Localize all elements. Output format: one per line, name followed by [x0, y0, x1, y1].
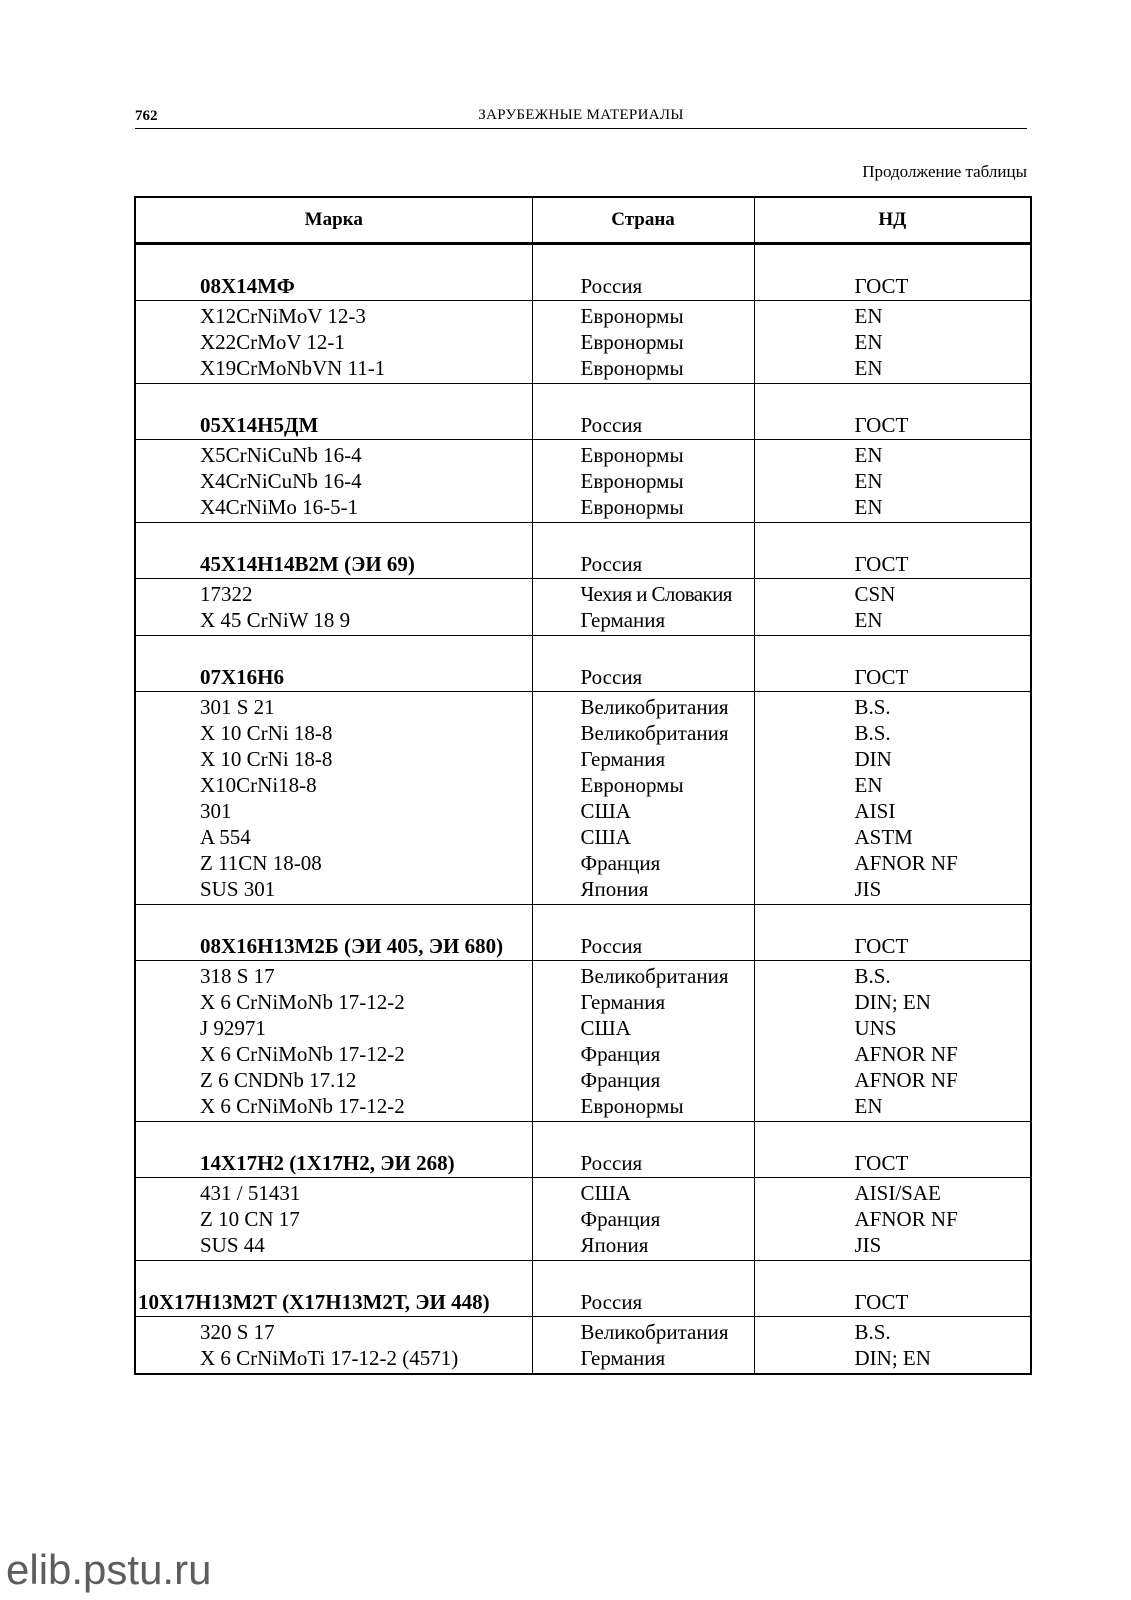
equivalent-nd-text: AISI [854, 799, 896, 823]
main-nd-text: ГОСТ [854, 1290, 909, 1314]
cell-grade [135, 1261, 532, 1317]
equivalent-nd-text: EN [854, 773, 883, 797]
equivalent-nd-text: EN [854, 495, 883, 519]
cell-country [532, 244, 754, 301]
cell-standard [754, 384, 1031, 440]
main-grade-row [135, 905, 1031, 961]
main-country-text: Россия [580, 552, 643, 576]
equivalents-row [135, 301, 1031, 384]
equivalent-nd-text: EN [854, 330, 883, 354]
cell-standard [754, 244, 1031, 301]
cell-grade-list [135, 961, 532, 1122]
equivalent-grade-text: X5CrNiCuNb 16-4 [200, 443, 362, 467]
equivalent-nd-text: EN [854, 304, 883, 328]
main-country-text: Россия [580, 274, 643, 298]
main-country-text: Россия [580, 665, 643, 689]
main-nd-text: ГОСТ [854, 665, 909, 689]
main-grade-text: 07Х16Н6 [200, 665, 284, 689]
equivalent-country-text: Евронормы [580, 356, 684, 380]
equivalent-country-text: Евронормы [580, 330, 684, 354]
equivalent-grade-text: X 10 CrNi 18-8 [200, 747, 333, 771]
main-grade-row [135, 244, 1031, 301]
equivalent-country-text: Франция [580, 1068, 661, 1092]
cell-country [532, 636, 754, 692]
equivalent-country-text: Франция [580, 851, 661, 875]
column-header-standard: НД [754, 197, 1031, 244]
main-grade-text: 14Х17Н2 (1Х17Н2, ЭИ 268) [200, 1151, 455, 1175]
cell-country [532, 905, 754, 961]
main-grade-row [135, 1122, 1031, 1178]
cell-country-list [532, 579, 754, 636]
cell-grade-list [135, 440, 532, 523]
cell-country [532, 523, 754, 579]
main-nd-text: ГОСТ [854, 552, 909, 576]
running-title: ЗАРУБЕЖНЫЕ МАТЕРИАЛЫ [478, 107, 684, 123]
cell-grade [135, 905, 532, 961]
equivalent-country-text: США [580, 825, 631, 849]
equivalent-nd-text: B.S. [854, 964, 891, 988]
cell-grade [135, 384, 532, 440]
equivalent-country-text: США [580, 799, 631, 823]
cell-country-list [532, 1317, 754, 1375]
main-nd-text: ГОСТ [854, 1151, 909, 1175]
equivalent-nd-text: CSN [854, 582, 896, 606]
equivalent-grade-text: Z 10 CN 17 [200, 1207, 300, 1231]
equivalent-nd-text: EN [854, 443, 883, 467]
page-header [135, 104, 1027, 129]
equivalent-country-text: США [580, 1181, 631, 1205]
main-grade-text: 05Х14Н5ДМ [200, 413, 319, 437]
equivalent-grade-text: X4CrNiMo 16-5-1 [200, 495, 359, 519]
equivalent-country-text: Германия [580, 990, 666, 1014]
equivalent-nd-text: AFNOR NF [854, 851, 958, 875]
equivalent-nd-text: DIN; EN [854, 1346, 931, 1370]
equivalent-nd-text: AFNOR NF [854, 1042, 958, 1066]
cell-grade [135, 636, 532, 692]
equivalent-country-text: Евронормы [580, 469, 684, 493]
equivalent-country-text: Япония [580, 877, 649, 901]
equivalent-country-text: Великобритания [580, 721, 729, 745]
equivalent-grade-text: 17322 [200, 582, 253, 606]
equivalent-nd-text: DIN; EN [854, 990, 931, 1014]
equivalent-country-text: Великобритания [580, 695, 729, 719]
equivalent-nd-text: JIS [854, 877, 882, 901]
main-nd-text: ГОСТ [854, 413, 909, 437]
equivalent-country-text: Германия [580, 1346, 666, 1370]
equivalent-nd-text: EN [854, 469, 883, 493]
equivalent-nd-text: EN [854, 1094, 883, 1118]
equivalents-row [135, 1317, 1031, 1375]
cell-standard-list [754, 1317, 1031, 1375]
equivalent-country-text: Япония [580, 1233, 649, 1257]
equivalent-country-text: Великобритания [580, 1320, 729, 1344]
equivalent-country-text: Франция [580, 1207, 661, 1231]
main-grade-row [135, 384, 1031, 440]
equivalent-grade-text: X10CrNi18-8 [200, 773, 317, 797]
main-nd-text: ГОСТ [854, 274, 909, 298]
equivalent-country-text: Германия [580, 608, 666, 632]
equivalents-row [135, 692, 1031, 905]
cell-standard-list [754, 301, 1031, 384]
equivalent-country-text: Евронормы [580, 443, 684, 467]
cell-country-list [532, 440, 754, 523]
equivalent-country-text: Евронормы [580, 1094, 684, 1118]
equivalents-row [135, 579, 1031, 636]
equivalent-nd-text: B.S. [854, 721, 891, 745]
equivalent-nd-text: B.S. [854, 1320, 891, 1344]
equivalent-country-text: Великобритания [580, 964, 729, 988]
main-country-text: Россия [580, 1290, 643, 1314]
main-grade-row [135, 523, 1031, 579]
equivalent-grade-text: 320 S 17 [200, 1320, 275, 1344]
equivalent-grade-text: 301 S 21 [200, 695, 275, 719]
cell-grade [135, 523, 532, 579]
equivalent-nd-text: EN [854, 356, 883, 380]
cell-country [532, 1122, 754, 1178]
cell-standard [754, 905, 1031, 961]
equivalent-grade-text: X12CrNiMoV 12-3 [200, 304, 366, 328]
main-country-text: Россия [580, 413, 643, 437]
cell-country-list [532, 1178, 754, 1261]
equivalent-country-text: Франция [580, 1042, 661, 1066]
cell-standard-list [754, 1178, 1031, 1261]
equivalent-country-text: Чехия и Словакия [580, 582, 732, 606]
equivalent-nd-text: AFNOR NF [854, 1207, 958, 1231]
main-nd-text: ГОСТ [854, 934, 909, 958]
equivalent-grade-text: X 6 CrNiMoNb 17-12-2 [200, 1094, 405, 1118]
cell-grade-list [135, 579, 532, 636]
equivalent-grade-text: 301 [200, 799, 232, 823]
main-country-text: Россия [580, 1151, 643, 1175]
cell-grade [135, 1122, 532, 1178]
cell-country-list [532, 961, 754, 1122]
cell-grade-list [135, 1178, 532, 1261]
cell-standard-list [754, 961, 1031, 1122]
equivalent-country-text: Евронормы [580, 495, 684, 519]
cell-country-list [532, 301, 754, 384]
equivalent-grade-text: X22CrMoV 12-1 [200, 330, 345, 354]
main-country-text: Россия [580, 934, 643, 958]
equivalent-nd-text: JIS [854, 1233, 882, 1257]
column-header-country: Страна [532, 197, 754, 244]
cell-standard-list [754, 579, 1031, 636]
table-continuation-note: Продолжение таблицы [862, 162, 1027, 181]
equivalent-nd-text: DIN [854, 747, 892, 771]
equivalent-grade-text: X4CrNiCuNb 16-4 [200, 469, 362, 493]
cell-country-list [532, 692, 754, 905]
main-grade-text: 08Х14МФ [200, 274, 295, 298]
cell-grade-list [135, 692, 532, 905]
cell-standard-list [754, 440, 1031, 523]
cell-standard-list [754, 692, 1031, 905]
cell-standard [754, 1122, 1031, 1178]
equivalent-grade-text: A 554 [200, 825, 251, 849]
equivalent-nd-text: EN [854, 608, 883, 632]
cell-standard [754, 1261, 1031, 1317]
cell-grade-list [135, 1317, 532, 1375]
main-grade-text: 08Х16Н13М2Б (ЭИ 405, ЭИ 680) [200, 934, 504, 958]
table-header-row [135, 197, 1031, 244]
main-grade-row [135, 1261, 1031, 1317]
cell-grade [135, 244, 532, 301]
cell-standard [754, 636, 1031, 692]
equivalent-grade-text: X19CrMoNbVN 11-1 [200, 356, 386, 380]
equivalent-grade-text: Z 11CN 18-08 [200, 851, 322, 875]
cell-country [532, 1261, 754, 1317]
equivalent-grade-text: J 92971 [200, 1016, 266, 1040]
equivalent-nd-text: AISI/SAE [854, 1181, 941, 1205]
main-grade-row [135, 636, 1031, 692]
equivalent-nd-text: AFNOR NF [854, 1068, 958, 1092]
main-grade-text: 45Х14Н14В2М (ЭИ 69) [200, 552, 415, 576]
equivalent-grade-text: X 10 CrNi 18-8 [200, 721, 333, 745]
equivalent-nd-text: ASTM [854, 825, 913, 849]
equivalent-country-text: Германия [580, 747, 666, 771]
equivalent-country-text: США [580, 1016, 631, 1040]
steel-grades-table [134, 196, 1032, 1375]
equivalent-grade-text: Z 6 CNDNb 17.12 [200, 1068, 357, 1092]
equivalent-grade-text: X 6 CrNiMoTi 17-12-2 (4571) [200, 1346, 459, 1370]
equivalent-grade-text: 318 S 17 [200, 964, 275, 988]
cell-standard [754, 523, 1031, 579]
page-number: 762 [135, 108, 158, 124]
cell-grade-list [135, 301, 532, 384]
watermark: elib.pstu.ru [6, 1546, 212, 1593]
equivalent-grade-text: SUS 44 [200, 1233, 265, 1257]
column-header-grade: Марка [135, 197, 532, 244]
equivalents-row [135, 961, 1031, 1122]
equivalent-nd-text: B.S. [854, 695, 891, 719]
equivalent-grade-text: X 6 CrNiMoNb 17-12-2 [200, 990, 405, 1014]
equivalents-row [135, 440, 1031, 523]
main-grade-text: 10Х17Н13М2Т (Х17Н13М2Т, ЭИ 448) [138, 1290, 490, 1314]
table-body [135, 244, 1031, 1375]
cell-country [532, 384, 754, 440]
equivalent-grade-text: 431 / 51431 [200, 1181, 301, 1205]
equivalent-nd-text: UNS [854, 1016, 897, 1040]
equivalent-grade-text: SUS 301 [200, 877, 276, 901]
equivalent-country-text: Евронормы [580, 304, 684, 328]
equivalent-grade-text: X 6 CrNiMoNb 17-12-2 [200, 1042, 405, 1066]
equivalent-country-text: Евронормы [580, 773, 684, 797]
equivalent-grade-text: X 45 CrNiW 18 9 [200, 608, 351, 632]
equivalents-row [135, 1178, 1031, 1261]
